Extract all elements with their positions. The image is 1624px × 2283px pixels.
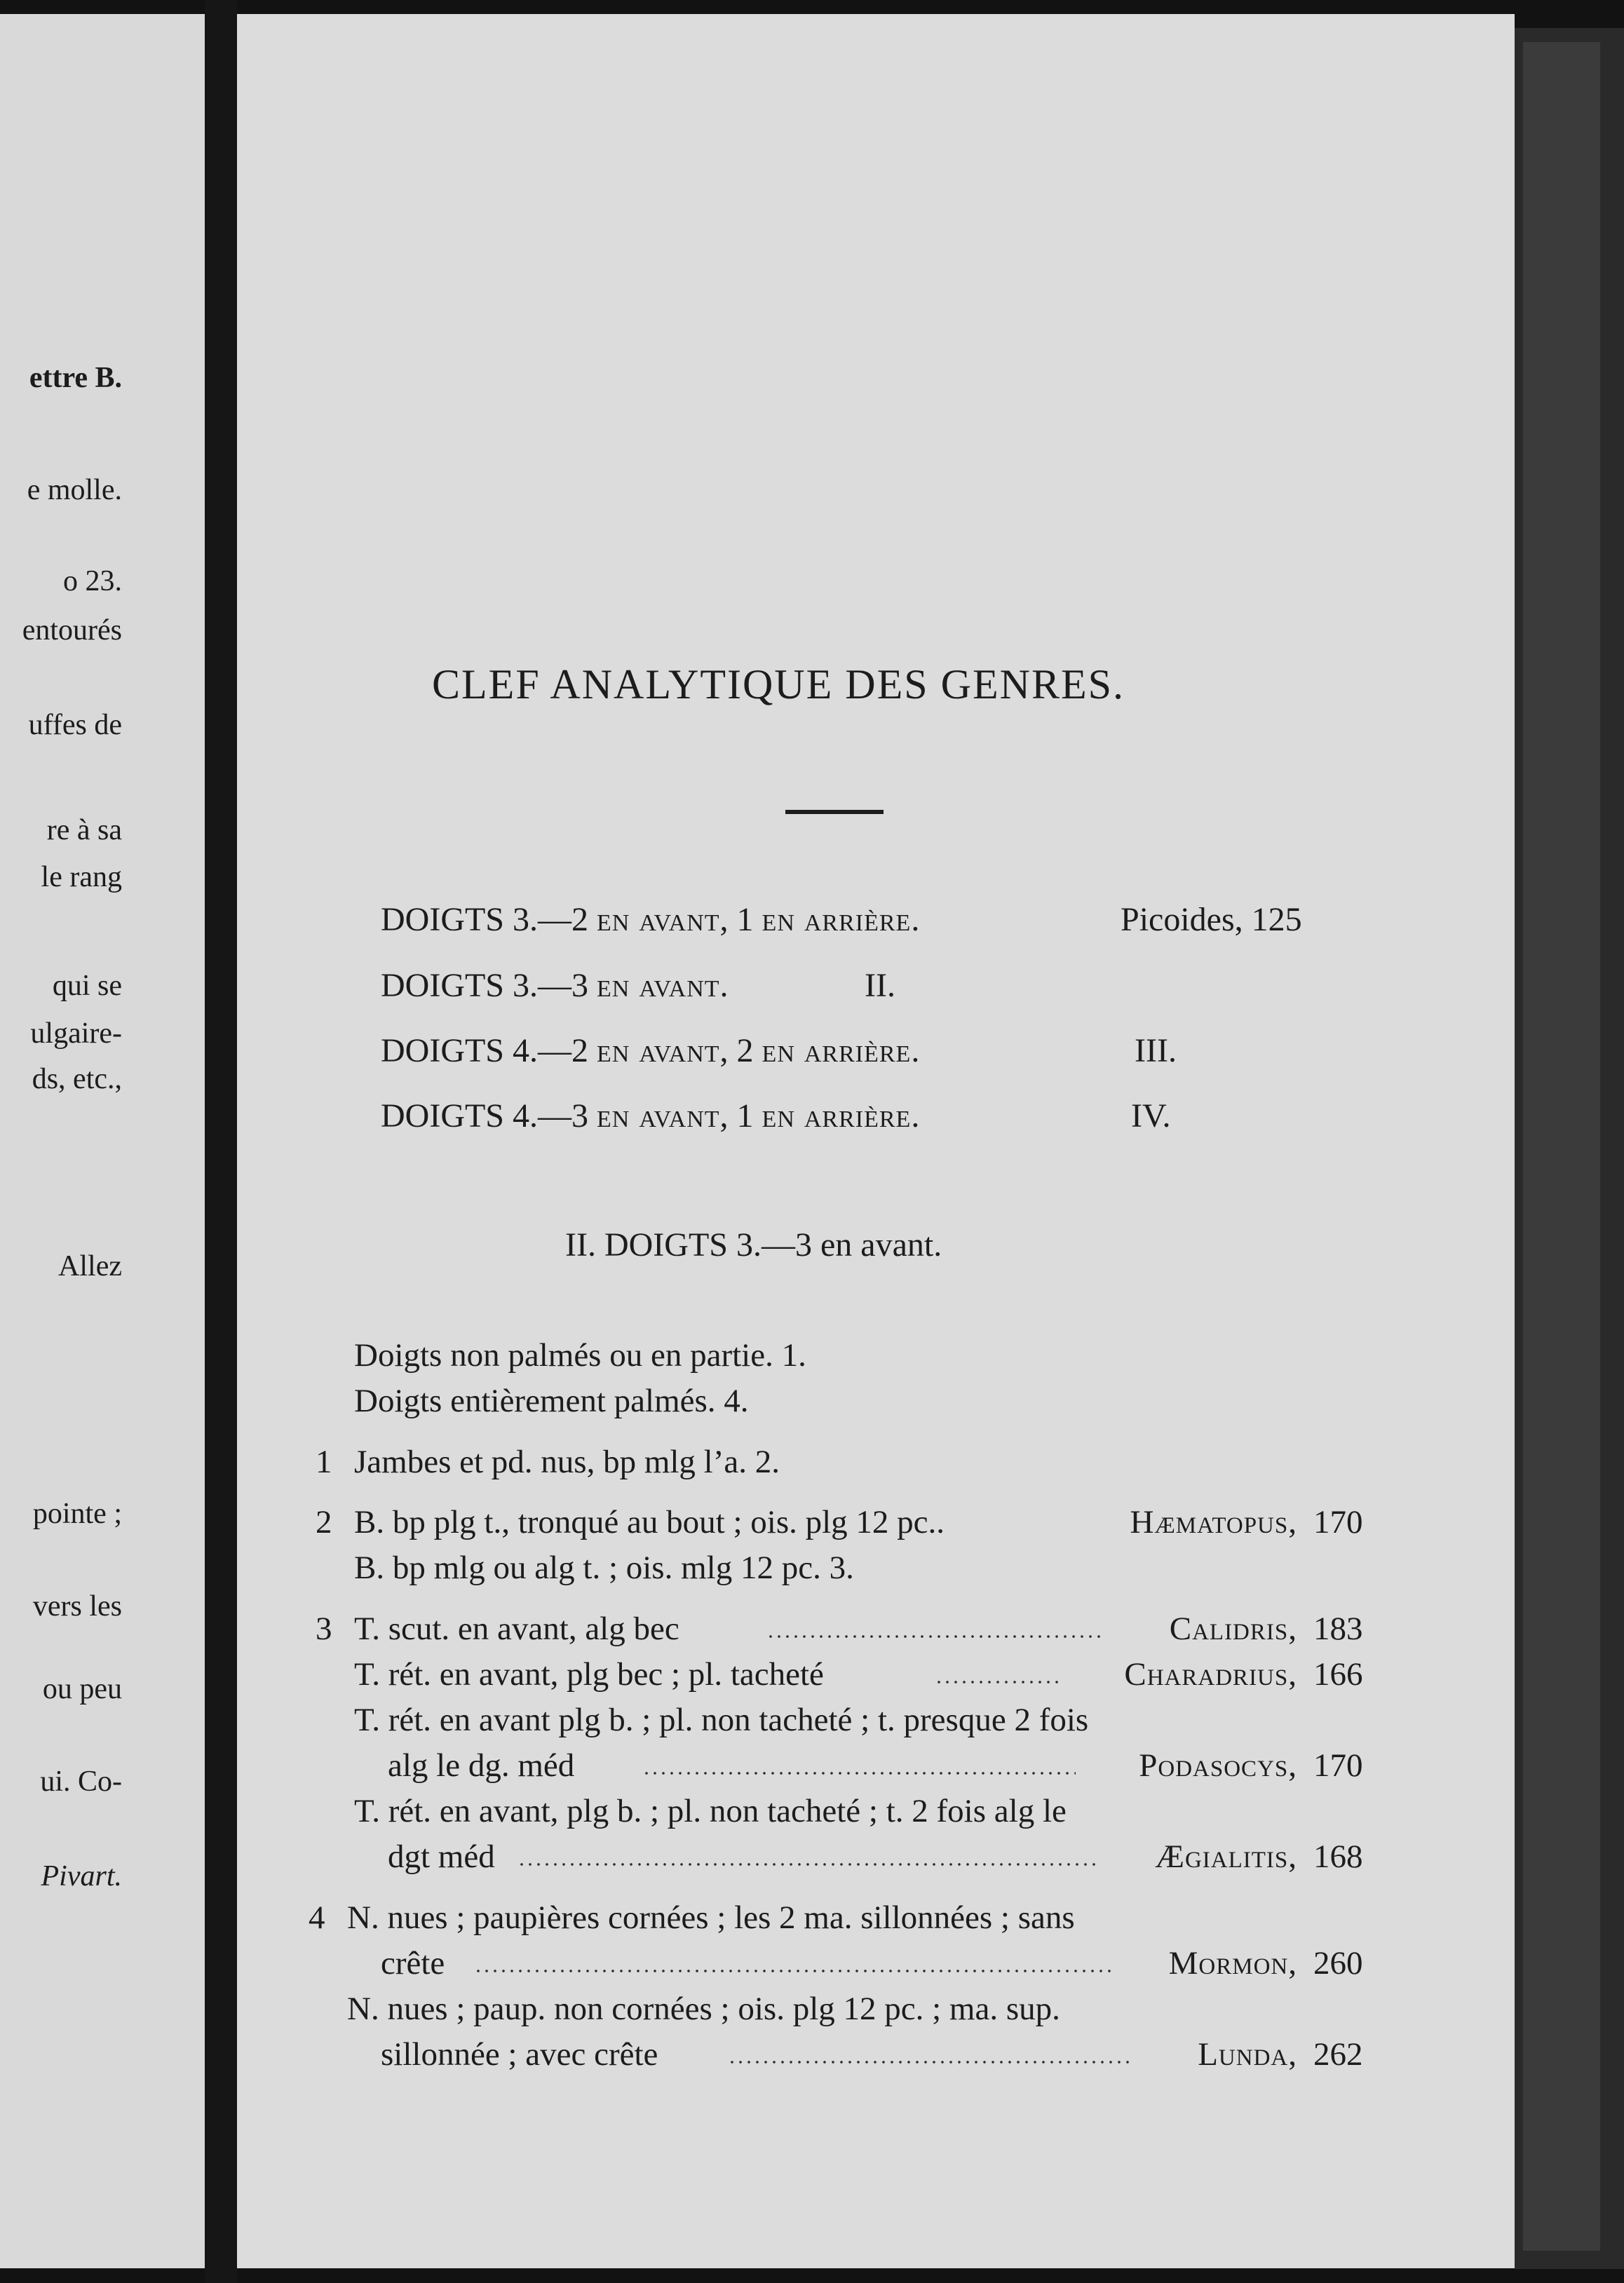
left-line: vers les [32, 1590, 122, 1623]
dot-leader [517, 1863, 1095, 1866]
key-entry: sillonnée ; avec crête [381, 2036, 658, 2073]
couplet-number: 1 [316, 1444, 332, 1480]
dot-leader [728, 2061, 1131, 2064]
key-line-text: DOIGTS 3.—3 en avant. [381, 967, 729, 1004]
key-entry: T. scut. en avant, alg bec [354, 1611, 679, 1647]
genus-name: Hæmatopus, [1130, 1504, 1297, 1540]
key-line-1-target: Picoides, 125 [1121, 901, 1302, 938]
key-entry: T. rét. en avant plg b. ; pl. non tacheté ; t. presque 2 fois [354, 1702, 1089, 1738]
left-line: e molle. [27, 474, 122, 506]
key-entry: N. nues ; paupières cornées ; les 2 ma. sillonnées ; sans [347, 1899, 1075, 1936]
genus-name: Mormon, [1168, 1945, 1297, 1981]
left-line: pointe ; [32, 1498, 122, 1530]
key-line-text: DOIGTS 4.—2 en avant, 2 en arrière. [381, 1032, 920, 1069]
key-line-4-target: IV. [1131, 1097, 1171, 1134]
main-page [237, 14, 1515, 2268]
key-entry: dgt méd [388, 1838, 495, 1875]
left-line: Pivart. [41, 1860, 122, 1892]
small-caps-phrase: en avant [597, 901, 720, 938]
key-entry: Doigts non palmés ou en partie. 1. [354, 1337, 806, 1374]
key-line-2-target: II. [865, 967, 895, 1004]
left-line: ou peu [42, 1673, 122, 1705]
key-line-1 [381, 903, 919, 937]
dot-leader [474, 1970, 1112, 1972]
left-line: Allez [58, 1250, 122, 1282]
page-number: 260 [1313, 1945, 1363, 1981]
key-line-2 [381, 969, 729, 1003]
key-entry: Doigts entièrement palmés. 4. [354, 1383, 749, 1419]
page-number: 183 [1313, 1611, 1363, 1647]
key-line-text: DOIGTS 4.—3 en avant, 1 en arrière. [381, 1097, 920, 1134]
small-caps-phrase: en arrière [762, 1097, 912, 1134]
genus-name: Lunda, [1198, 2036, 1297, 2073]
small-caps-phrase: en avant [597, 1032, 720, 1069]
couplet-number: 2 [316, 1504, 332, 1540]
page-number: 166 [1313, 1656, 1363, 1693]
left-page-fragment [0, 14, 205, 2268]
small-caps-phrase: en avant [597, 1097, 720, 1134]
left-line: ulgaire- [30, 1017, 122, 1050]
left-line: ds, etc., [32, 1063, 122, 1095]
title-rule [785, 810, 884, 814]
left-line: o 23. [63, 565, 122, 597]
dot-leader [766, 1635, 1103, 1638]
small-caps-phrase: en arrière [762, 901, 912, 938]
key-entry: T. rét. en avant, plg bec ; pl. tacheté [354, 1656, 824, 1693]
key-entry: B. bp plg t., tronqué au bout ; ois. plg 12 pc.. [354, 1504, 945, 1540]
left-line: re à sa [46, 814, 122, 846]
page-number: 170 [1313, 1747, 1363, 1784]
genus-name: Podasocys, [1139, 1747, 1297, 1784]
couplet-number: 4 [309, 1899, 325, 1936]
key-line-3-target: III. [1135, 1032, 1177, 1069]
left-line: ettre B. [29, 362, 122, 394]
genus-name: Charadrius, [1124, 1656, 1297, 1693]
key-entry: N. nues ; paup. non cornées ; ois. plg 12 pc. ; ma. sup. [347, 1991, 1060, 2027]
left-line: le rang [41, 861, 122, 893]
dot-leader [642, 1772, 1076, 1775]
key-line-text: DOIGTS 3.—2 en avant, 1 en arrière. [381, 901, 920, 938]
key-entry: T. rét. en avant, plg b. ; pl. non tacheté ; t. 2 fois alg le [354, 1793, 1067, 1829]
left-line: entourés [22, 614, 122, 646]
dot-leader [935, 1681, 1061, 1684]
couplet-number: 3 [316, 1611, 332, 1647]
book-gutter [205, 0, 237, 2283]
genus-name: Ægialitis, [1155, 1838, 1297, 1875]
key-entry: Jambes et pd. nus, bp mlg l’a. 2. [354, 1444, 780, 1480]
book-edge [1515, 28, 1624, 2269]
section-heading: II. DOIGTS 3.—3 en avant. [565, 1226, 942, 1264]
page-number: 170 [1313, 1504, 1363, 1540]
left-line: qui se [52, 970, 122, 1002]
small-caps-phrase: en arrière [762, 1032, 912, 1069]
page-number: 262 [1313, 2036, 1363, 2073]
key-entry: alg le dg. méd [388, 1747, 575, 1784]
genus-name: Calidris, [1169, 1611, 1297, 1647]
key-line-4 [381, 1099, 919, 1133]
left-line: ui. Co- [40, 1766, 122, 1798]
key-entry: B. bp mlg ou alg t. ; ois. mlg 12 pc. 3. [354, 1550, 854, 1586]
left-line: uffes de [28, 709, 122, 741]
key-entry: crête [381, 1945, 445, 1981]
small-caps-phrase: en avant [597, 967, 720, 1004]
key-line-3 [381, 1034, 919, 1068]
page-title: CLEF ANALYTIQUE DES GENRES. [432, 661, 1125, 707]
page-number: 168 [1313, 1838, 1363, 1875]
